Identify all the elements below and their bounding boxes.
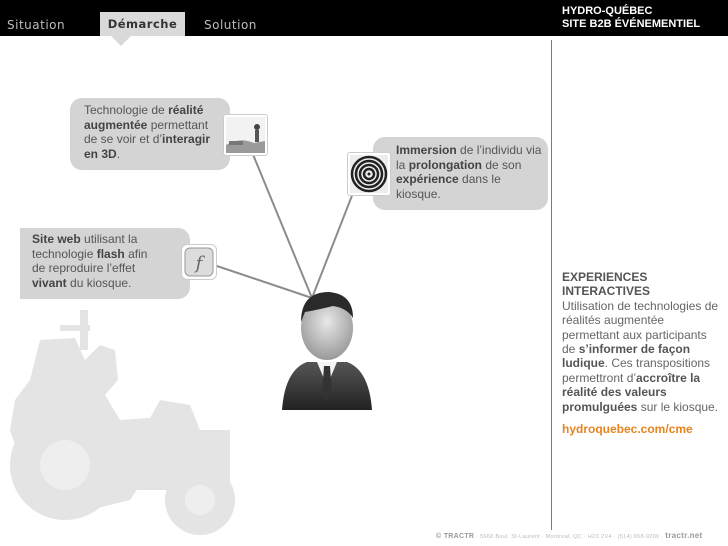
tab-situation[interactable]: Situation [7,18,66,32]
panel-heading: EXPERIENCES INTERACTIVES [562,270,651,299]
brand-line-2: SITE B2B ÉVÉNEMENTIEL [562,18,701,30]
augmented-reality-photo-icon [223,114,268,156]
flash-website-bubble [20,228,190,299]
footer-link[interactable]: tractr.net [665,531,703,540]
footer-credits [436,531,703,540]
brand-line-1: HYDRO-QUÉBEC [562,5,653,17]
footer-brand: © TRACTR [436,533,475,540]
hydroquebec-link[interactable]: hydroquebec.com/cme [562,422,693,437]
ar-technology-text: Technologie de réalité augmentée permettant de se voir et d’interagir en 3D. [84,103,211,161]
ar-technology-bubble [70,98,230,170]
svg-text:f: f [195,253,203,274]
flash-icon [181,244,217,280]
spiral-icon [347,152,391,196]
interactive-experiences-panel [562,270,722,436]
immersion-bubble [373,137,548,210]
panel-body: Utilisation de technologies de réalités augmentée permettant aux participants de s’informer de façon ludique. Ces transpositions permettront d’accroître la réalité des valeurs promulguées sur le kiosque. [562,298,719,414]
immersion-text: Immersion de l’individu via la prolongation de son expérience dans le kiosque. [396,143,542,201]
businessman-avatar-icon [277,282,377,412]
tab-demarche[interactable]: Démarche [100,12,185,36]
flash-website-text: Site web utilisant la technologie flash afin de reproduire l’effet vivant du kiosque. [32,232,148,290]
tab-solution[interactable]: Solution [204,18,257,32]
footer-address: · 5668 Boul. St-Laurent · Montréal, QC · H2X 2V4 · (514) 658-9200 · [474,534,666,540]
